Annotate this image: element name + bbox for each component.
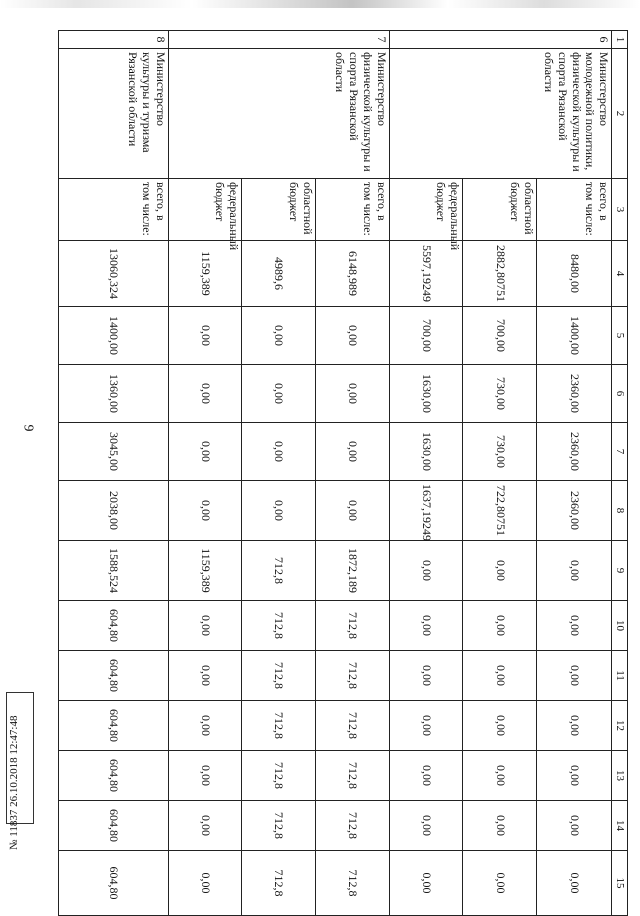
amount-cell: 712,8 bbox=[242, 541, 316, 601]
amount-cell: 0,00 bbox=[242, 423, 316, 481]
amount-cell: 712,8 bbox=[242, 751, 316, 801]
amount-cell: 2882,80751 bbox=[463, 241, 537, 307]
amount-cell: 2360,00 bbox=[536, 365, 611, 423]
amount-cell: 0,00 bbox=[168, 751, 242, 801]
amount-cell: 1400,00 bbox=[536, 307, 611, 365]
amount-cell: 0,00 bbox=[389, 601, 463, 651]
amount-cell: 3045,00 bbox=[59, 423, 169, 481]
table-row bbox=[315, 31, 389, 916]
amount-cell: 0,00 bbox=[536, 751, 611, 801]
budget-category: областной бюджет bbox=[242, 179, 316, 241]
column-number: 4 bbox=[612, 241, 628, 307]
amount-cell: 0,00 bbox=[242, 307, 316, 365]
amount-cell: 712,8 bbox=[315, 651, 389, 701]
amount-cell: 0,00 bbox=[168, 365, 242, 423]
amount-cell: 2038,00 bbox=[59, 481, 169, 541]
amount-cell: 1400,00 bbox=[59, 307, 169, 365]
amount-cell: 1159,389 bbox=[168, 541, 242, 601]
amount-cell: 13060,324 bbox=[59, 241, 169, 307]
column-number: 9 bbox=[612, 541, 628, 601]
amount-cell: 1630,00 bbox=[389, 423, 463, 481]
amount-cell: 0,00 bbox=[536, 701, 611, 751]
amount-cell: 0,00 bbox=[536, 541, 611, 601]
amount-cell: 5597,19249 bbox=[389, 241, 463, 307]
amount-cell: 0,00 bbox=[315, 307, 389, 365]
amount-cell: 604,80 bbox=[59, 851, 169, 916]
amount-cell: 604,80 bbox=[59, 801, 169, 851]
ministry-name bbox=[389, 49, 463, 179]
amount-cell: 0,00 bbox=[536, 601, 611, 651]
amount-cell: 730,00 bbox=[463, 365, 537, 423]
amount-cell: 0,00 bbox=[389, 751, 463, 801]
amount-cell: 0,00 bbox=[168, 481, 242, 541]
amount-cell: 0,00 bbox=[315, 423, 389, 481]
scan-edge-noise bbox=[0, 0, 640, 8]
amount-cell: 712,8 bbox=[242, 651, 316, 701]
amount-cell: 0,00 bbox=[389, 801, 463, 851]
column-number: 3 bbox=[612, 179, 628, 241]
budget-category: всего, в том числе: bbox=[315, 179, 389, 241]
amount-cell: 712,8 bbox=[242, 601, 316, 651]
column-number: 6 bbox=[612, 365, 628, 423]
amount-cell: 0,00 bbox=[389, 541, 463, 601]
column-number: 13 bbox=[612, 751, 628, 801]
amount-cell: 604,80 bbox=[59, 751, 169, 801]
amount-cell: 8480,00 bbox=[536, 241, 611, 307]
amount-cell: 0,00 bbox=[389, 651, 463, 701]
amount-cell: 0,00 bbox=[463, 701, 537, 751]
column-number: 2 bbox=[612, 49, 628, 179]
amount-cell: 712,8 bbox=[315, 701, 389, 751]
budget-category: областной бюджет bbox=[463, 179, 537, 241]
column-number: 15 bbox=[612, 851, 628, 916]
ministry-name bbox=[168, 49, 242, 179]
ministry-name bbox=[242, 49, 316, 179]
amount-cell: 0,00 bbox=[242, 365, 316, 423]
budget-table bbox=[58, 30, 628, 916]
table-row bbox=[59, 31, 169, 916]
table-row bbox=[463, 31, 537, 916]
amount-cell: 6148,989 bbox=[315, 241, 389, 307]
amount-cell: 712,8 bbox=[242, 851, 316, 916]
amount-cell: 1872,189 bbox=[315, 541, 389, 601]
amount-cell: 0,00 bbox=[168, 701, 242, 751]
amount-cell: 604,80 bbox=[59, 601, 169, 651]
table-row bbox=[389, 31, 463, 916]
column-number: 11 bbox=[612, 651, 628, 701]
amount-cell: 0,00 bbox=[463, 601, 537, 651]
amount-cell: 1360,00 bbox=[59, 365, 169, 423]
amount-cell: 0,00 bbox=[168, 801, 242, 851]
amount-cell: 700,00 bbox=[463, 307, 537, 365]
amount-cell: 1637,19249 bbox=[389, 481, 463, 541]
amount-cell: 712,8 bbox=[242, 801, 316, 851]
amount-cell: 0,00 bbox=[463, 801, 537, 851]
budget-category: федеральный бюджет bbox=[389, 179, 463, 241]
amount-cell: 604,80 bbox=[59, 651, 169, 701]
row-number: 6 bbox=[536, 31, 611, 49]
rotated-table-page bbox=[58, 30, 628, 915]
amount-cell: 0,00 bbox=[463, 851, 537, 916]
amount-cell: 0,00 bbox=[463, 651, 537, 701]
column-number: 14 bbox=[612, 801, 628, 851]
ministry-name: Министерство физической культуры и спорта Рязанской области bbox=[315, 49, 389, 179]
amount-cell: 700,00 bbox=[389, 307, 463, 365]
page-number: 9 bbox=[20, 424, 36, 432]
amount-cell: 712,8 bbox=[315, 601, 389, 651]
ministry-name: Министерство культуры и туризма Рязанской области bbox=[59, 49, 169, 179]
row-number: 7 bbox=[315, 31, 389, 49]
amount-cell: 4989,6 bbox=[242, 241, 316, 307]
amount-cell: 730,00 bbox=[463, 423, 537, 481]
amount-cell: 604,80 bbox=[59, 701, 169, 751]
table-row bbox=[242, 31, 316, 916]
budget-category: всего, в том числе: bbox=[536, 179, 611, 241]
table-row bbox=[536, 31, 611, 916]
column-number: 12 bbox=[612, 701, 628, 751]
amount-cell: 0,00 bbox=[463, 541, 537, 601]
column-number: 10 bbox=[612, 601, 628, 651]
amount-cell: 0,00 bbox=[463, 751, 537, 801]
amount-cell: 0,00 bbox=[315, 365, 389, 423]
budget-category: федеральный бюджет bbox=[168, 179, 242, 241]
amount-cell: 0,00 bbox=[168, 851, 242, 916]
row-number bbox=[242, 31, 316, 49]
column-number: 8 bbox=[612, 481, 628, 541]
amount-cell: 712,8 bbox=[315, 801, 389, 851]
amount-cell: 2360,00 bbox=[536, 423, 611, 481]
ministry-name: Министерство молодежной политики, физической культуры и спорта Рязанской области bbox=[536, 49, 611, 179]
amount-cell: 0,00 bbox=[389, 701, 463, 751]
column-number: 5 bbox=[612, 307, 628, 365]
column-number: 7 bbox=[612, 423, 628, 481]
amount-cell: 0,00 bbox=[536, 651, 611, 701]
row-number bbox=[168, 31, 242, 49]
amount-cell: 0,00 bbox=[536, 801, 611, 851]
column-number: 1 bbox=[612, 31, 628, 49]
row-number: 8 bbox=[59, 31, 169, 49]
row-number bbox=[389, 31, 463, 49]
amount-cell: 2360,00 bbox=[536, 481, 611, 541]
amount-cell: 1588,524 bbox=[59, 541, 169, 601]
budget-category: всего, в том числе: bbox=[59, 179, 169, 241]
amount-cell: 0,00 bbox=[389, 851, 463, 916]
amount-cell: 0,00 bbox=[168, 651, 242, 701]
amount-cell: 0,00 bbox=[168, 601, 242, 651]
amount-cell: 0,00 bbox=[168, 423, 242, 481]
amount-cell: 1159,389 bbox=[168, 241, 242, 307]
amount-cell: 0,00 bbox=[168, 307, 242, 365]
registration-stamp: № 11837 26.10.2018 12:47:48 bbox=[8, 715, 20, 850]
amount-cell: 0,00 bbox=[536, 851, 611, 916]
ministry-name bbox=[463, 49, 537, 179]
table-row bbox=[168, 31, 242, 916]
amount-cell: 712,8 bbox=[315, 851, 389, 916]
header-row bbox=[612, 31, 628, 916]
amount-cell: 722,80751 bbox=[463, 481, 537, 541]
row-number bbox=[463, 31, 537, 49]
amount-cell: 0,00 bbox=[315, 481, 389, 541]
amount-cell: 712,8 bbox=[242, 701, 316, 751]
amount-cell: 0,00 bbox=[242, 481, 316, 541]
amount-cell: 1630,00 bbox=[389, 365, 463, 423]
amount-cell: 712,8 bbox=[315, 751, 389, 801]
